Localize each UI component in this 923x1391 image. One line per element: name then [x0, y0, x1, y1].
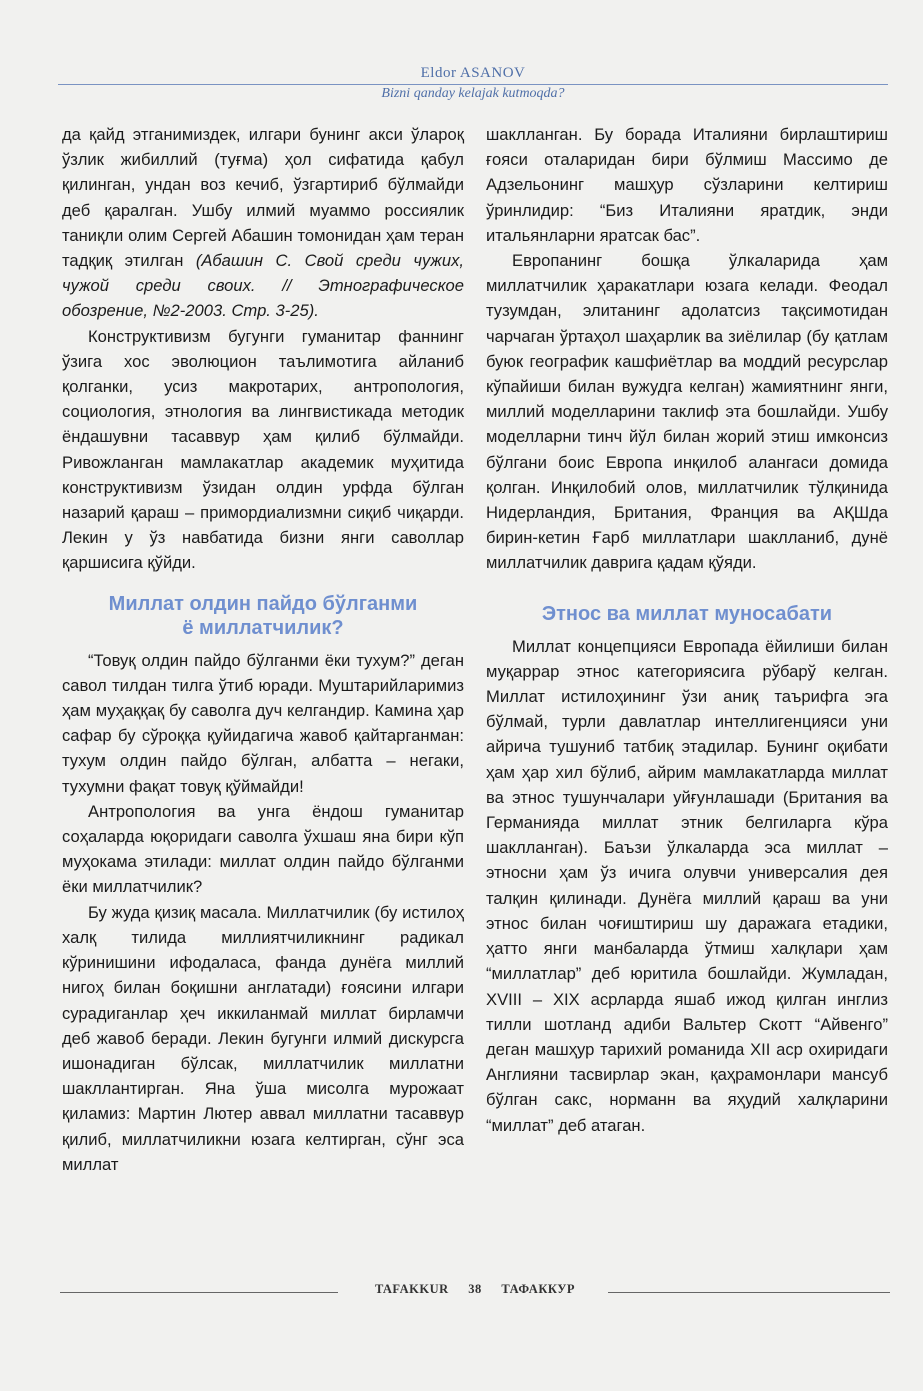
paragraph: Антропология ва унга ёндош гуманитар соҳаларда юқоридаги саволга ўхшаш яна бири кўп муҳокама этилади: миллат олдин пайдо бўлганми ёки миллатчилик?: [62, 801, 464, 897]
paragraph: [62, 122, 464, 324]
paragraph: шаклланган. Бу борада Италияни бирлаштириш ғояси оталаридан бири бўлмиш Массимо де Адзельонинг машҳур сўзларини келтириш ўринлидир: “Биз Италияни яратдик, энди итальянларни яратсак бас”.: [486, 125, 888, 245]
paragraph: Европанинг бошқа ўлкаларида ҳам миллатчилик ҳаракатлари юзага келади. Феодал тузумдан, элитанинг адолатсиз тақсимотидан чарчаган ўртаҳол шаҳарлик ва зиёлилар (бу қатлам буюк географик кашфиётлар ва моддий ресурслар кўпайиши билан вужудга келган) жамиятнинг янги, миллий моделларини таклиф эта бошлайди. Ушбу моделларни тинч йўл билан жорий этиш имконсиз бўлгани боис Европа инқилоб алангаси домида қолган. Инқилобий олов, миллатчилик тўлқинида Нидерландия, Британия, Франция ва АҚШда бирин-кетин Ғарб миллатлари шаклланиб, дунё миллатчилик даврига қадам қўяди.: [486, 251, 888, 573]
running-header: [58, 64, 888, 103]
section-heading: Этнос ва миллат муносабати: [541, 602, 833, 625]
citation: (Абашин С. Свой среди чужих, чужой среди своих. // Этнографическое обозрение, №2-2003. Стр. 3-25).: [62, 251, 464, 321]
paragraph: “Товуқ олдин пайдо бўлганми ёки тухум?” деган савол тилдан тилга ўтиб юради. Муштарийларимиз ҳам муҳаққақ бу саволга дуч келгандир. Камина ҳар сафар бу сўроққа қуйидагича жавоб қайтарганман: тухум олдин пайдо бўлган, албатта – негаки, тухумни фақат товуқ қўймайди!: [62, 650, 464, 796]
left-column: [62, 122, 464, 1177]
section-heading: [62, 592, 464, 640]
footer-label-cyrillic: ТАФАККУР: [501, 1282, 576, 1296]
footer-rule-right: [608, 1292, 890, 1293]
paragraph: Бу жуда қизиқ масала. Миллатчилик (бу истилоҳ халқ тилида миллиятчиликнинг радикал кўринишини ифодаласа, фанда дунёга миллий нигоҳ билан боқишни англатади) ғоясини илгари сурадиганлар ҳеч иккиланмай миллат бирламчи деб жавоб беради. Лекин бугунги илмий дискурсга ишонадиган бўлсак, миллатчилик миллатни шакллантирган. Яна ўша мисолга мурожаат қиламиз: Мартин Лютер аввал миллатни тасаввур қилиб, миллатчиликни юзага келтирган, сўнг эса миллат: [62, 902, 464, 1174]
paragraph: Конструктивизм бугунги гуманитар фаннинг ўзига хос эволюцион таълимотига айланиб қолганки, усиз макротарих, антропология, социология, этнология ва лингвистикада методик ёндашувни тасаввур ҳам қилиб бўлмайди. Ривожланган мамлакатлар академик муҳитида конструктивизм ўзидан олдин урфда бўлган назарий қараш – примордиализмни сиқиб чиқарди. Лекин у ўз навбатида бизни янги саволлар қаршисига қўйди.: [62, 326, 464, 573]
header-subtitle: Bizni qanday kelajak kutmoqda?: [381, 86, 565, 101]
footer-rule-left: [60, 1292, 338, 1293]
right-column: [486, 122, 888, 1138]
footer-label-latin: TAFAKKUR: [374, 1282, 449, 1296]
paragraph: Миллат концепцияси Европада ёйилиши билан муқаррар этнос категориясига рўбарў келган. Миллат истилоҳининг ўзи аниқ таърифга эга бўлмай, турли давлатлар интеллигенцияси уни айрича тушуниб татбиқ этадилар. Бунинг оқибати ҳам ҳар хил бўлиб, айрим мамлакатларда миллат ва этнос тушунчалари уйғунлашади (Британия ва Германияда миллат этник белгиларга кўра шаклланган). Баъзи ўлкаларда эса миллат – этносни ҳам ўз ичига олувчи универсалия дея талқин қилинади. Дунёга миллий қараш ва уни этнос билан чоғиштириш шу даражага етадики, ҳатто янги манбаларда ўтмиш халқлари ҳам “миллатлар” деб юритила бошлайди. Жумладан, XVIII – XIX асрларда яшаб ижод қилган инглиз тилли шотланд адиби Вальтер Скотт “Айвенго” деган машҳур тарихий романида XII аср охиридаги Англияни тасвирлар экан, қаҳрамонлари мансуб бўлган сакс, норманн ва яҳудий халқларини “миллат” деб атаган.: [486, 636, 888, 1135]
paragraph-text: да қайд этганимиздек, илгари бунинг акси ўлароқ ўзлик жибиллий (туғма) ҳол сифатида қабул қилинган, ундан воз кечиб, ўзгартириб бўлмайди деб қаралган. Ушбу илмий муаммо россиялик таниқли олим Сергей Абашин томонидан ҳам теран тадқиқ этилган: [62, 125, 464, 271]
running-footer: [60, 1282, 890, 1302]
section-heading-line: Миллат олдин пайдо бўлганми: [108, 592, 418, 615]
footer-text: [350, 1282, 600, 1297]
page-number: 38: [468, 1282, 482, 1296]
section-heading-line: ё миллатчилик?: [182, 616, 344, 639]
header-author: Eldor ASANOV: [420, 65, 526, 81]
